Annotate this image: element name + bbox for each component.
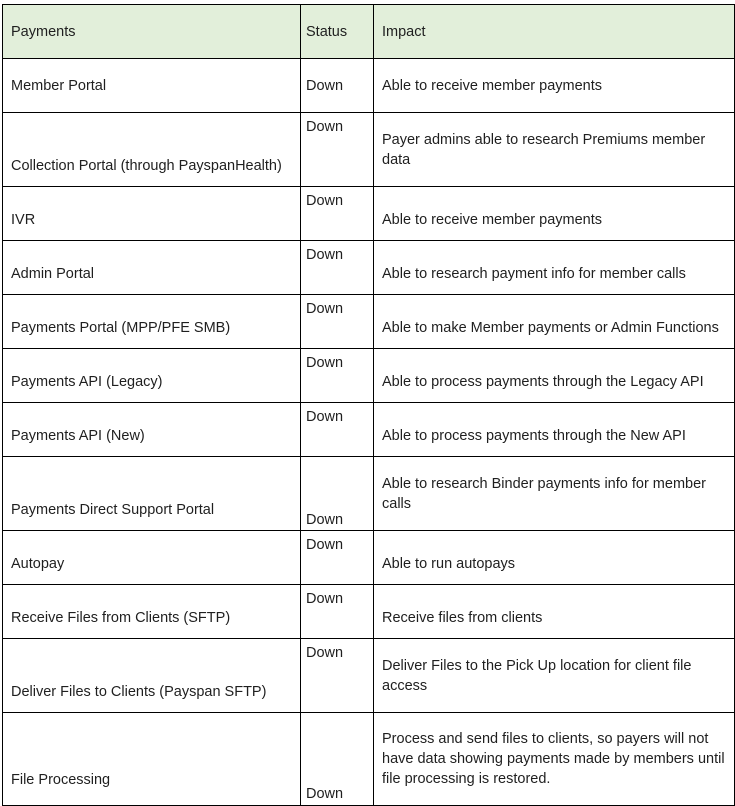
- impact-text: Able to make Member payments or Admin Functions: [382, 320, 719, 336]
- status-cell: [301, 585, 374, 639]
- impact-cell: [374, 531, 735, 585]
- payment-cell: [3, 295, 301, 349]
- impact-text: Able to research Binder payments info for member calls: [382, 475, 706, 512]
- payment-cell: [3, 713, 301, 806]
- status-value: Down: [306, 247, 344, 263]
- impact-text: Able to process payments through the Legacy API: [382, 374, 704, 390]
- payment-name: Deliver Files to Clients (Payspan SFTP): [11, 684, 267, 700]
- status-value: Down: [306, 409, 344, 425]
- header-payments-label: Payments: [11, 23, 76, 40]
- impact-text: Deliver Files to the Pick Up location for client file access: [382, 657, 692, 694]
- payment-cell: [3, 241, 301, 295]
- payment-name: Collection Portal (through PayspanHealth): [11, 158, 282, 174]
- payment-cell: [3, 349, 301, 403]
- impact-cell: [374, 59, 735, 113]
- status-cell: [301, 349, 374, 403]
- impact-cell: [374, 187, 735, 241]
- table-row: [3, 349, 735, 403]
- impact-cell: [374, 585, 735, 639]
- status-cell: [301, 187, 374, 241]
- status-cell: [301, 457, 374, 531]
- payment-name: Payments Direct Support Portal: [11, 502, 215, 518]
- table-row: [3, 113, 735, 187]
- payment-name: IVR: [11, 212, 36, 228]
- payment-cell: [3, 457, 301, 531]
- header-payments: [3, 5, 301, 59]
- payment-cell: [3, 187, 301, 241]
- impact-cell: [374, 349, 735, 403]
- impact-cell: [374, 295, 735, 349]
- payment-name: Admin Portal: [11, 266, 95, 282]
- table-row: [3, 713, 735, 806]
- table-row: [3, 457, 735, 531]
- table-row: [3, 585, 735, 639]
- payment-name: Payments API (New): [11, 428, 145, 444]
- status-cell: [301, 403, 374, 457]
- payment-cell: [3, 59, 301, 113]
- payments-status-table: [2, 4, 735, 806]
- status-value: Down: [306, 537, 344, 553]
- table-row: [3, 295, 735, 349]
- impact-cell: [374, 113, 735, 187]
- payment-name: Payments Portal (MPP/PFE SMB): [11, 320, 231, 336]
- impact-cell: [374, 639, 735, 713]
- payment-cell: [3, 639, 301, 713]
- payment-name: Member Portal: [11, 77, 107, 94]
- payment-name: Receive Files from Clients (SFTP): [11, 610, 231, 626]
- impact-text: Able to process payments through the New API: [382, 428, 686, 444]
- header-status-label: Status: [306, 23, 348, 40]
- payment-name: Payments API (Legacy): [11, 374, 163, 390]
- impact-text: Able to run autopays: [382, 556, 516, 572]
- impact-text: Able to receive member payments: [382, 77, 603, 94]
- table-row: [3, 403, 735, 457]
- table-row: [3, 531, 735, 585]
- header-status: [301, 5, 374, 59]
- impact-text: Able to receive member payments: [382, 212, 603, 228]
- payment-name: Autopay: [11, 556, 65, 572]
- status-value: Down: [306, 77, 344, 94]
- status-cell: [301, 295, 374, 349]
- status-cell: [301, 531, 374, 585]
- impact-text: Able to research payment info for member calls: [382, 266, 686, 282]
- header-impact: [374, 5, 735, 59]
- table-row: [3, 241, 735, 295]
- status-value: Down: [306, 645, 344, 661]
- payment-cell: [3, 113, 301, 187]
- status-value: Down: [306, 119, 344, 135]
- status-cell: [301, 713, 374, 806]
- impact-text: Process and send files to clients, so payers will not have data showing payments made by members until file processing is restored.: [382, 731, 725, 787]
- impact-cell: [374, 713, 735, 806]
- status-value: Down: [306, 355, 344, 371]
- header-impact-label: Impact: [382, 23, 426, 40]
- impact-text: Receive files from clients: [382, 610, 543, 626]
- table-row: [3, 59, 735, 113]
- status-cell: [301, 59, 374, 113]
- impact-cell: [374, 403, 735, 457]
- payment-name: File Processing: [11, 772, 111, 788]
- status-value: Down: [306, 512, 344, 528]
- status-cell: [301, 639, 374, 713]
- status-cell: [301, 241, 374, 295]
- table-header-row: [3, 5, 735, 59]
- table-row: [3, 639, 735, 713]
- payment-cell: [3, 531, 301, 585]
- status-value: Down: [306, 786, 344, 802]
- status-cell: [301, 113, 374, 187]
- status-value: Down: [306, 301, 344, 317]
- impact-text: Payer admins able to research Premiums member data: [382, 131, 706, 168]
- table-row: [3, 187, 735, 241]
- status-value: Down: [306, 591, 344, 607]
- status-value: Down: [306, 193, 344, 209]
- payment-cell: [3, 403, 301, 457]
- impact-cell: [374, 241, 735, 295]
- payment-cell: [3, 585, 301, 639]
- impact-cell: [374, 457, 735, 531]
